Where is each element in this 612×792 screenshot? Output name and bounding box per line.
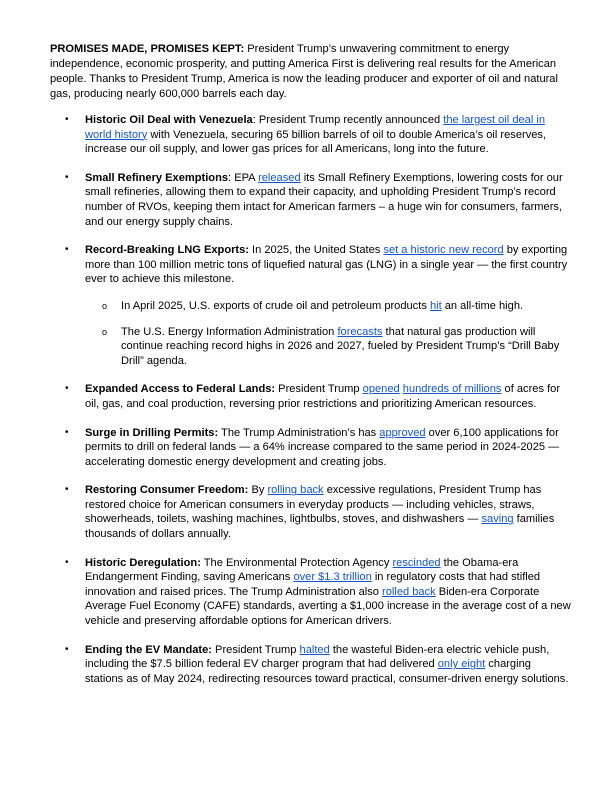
bullet-icon: •	[65, 426, 69, 438]
halted-link[interactable]: halted	[299, 643, 330, 656]
item-text: excessive regulations, President Trump has restored choice for American consumers in everyday products — including vehicles, straws, showerheads, toilets, washing machines, lightbulbs, stoves, and dishwashers —	[85, 484, 542, 526]
item-text: In April 2025, U.S. exports of crude oil and petroleum products	[121, 299, 430, 312]
item-text: over 6,100 applications for permits to drill on federal lands — a 64% increase compared to the same period in 2024-2025 — accelerating domestic energy development and creating jobs.	[85, 426, 560, 468]
item-text: the Obama-era Endangerment Finding, saving Americans	[85, 556, 519, 584]
forecasts-link[interactable]: forecasts	[337, 325, 383, 338]
released-link[interactable]: released	[258, 171, 301, 184]
accomplishments-list	[50, 113, 572, 700]
sub-item-exports	[85, 299, 572, 314]
list-item-lng	[50, 243, 572, 368]
sub-bullet-icon: o	[102, 300, 108, 311]
list-item-deregulation	[50, 556, 572, 629]
bullet-icon: •	[65, 171, 69, 183]
item-text: with Venezuela, securing 65 billion barrels of oil to double America’s oil reserves, increase our oil supply, and lower gas prices for all Americans, long into the future.	[85, 128, 547, 156]
item-text: The Environmental Protection Agency	[200, 556, 393, 569]
item-title: Ending the EV Mandate:	[85, 643, 212, 656]
rolled-back-link[interactable]: rolled back	[382, 585, 436, 598]
intro-text: President Trump’s unwavering commitment to energy independence, economic prosperity, and putting America First is delivering real results for the American people. Thanks to President Trump, America is now the leading producer and exporter of oil and natural gas, producing nearly 600,000 barrels each day.	[50, 43, 558, 100]
trillion-link[interactable]: over $1.3 trillion	[293, 571, 372, 584]
bullet-icon: •	[65, 484, 69, 496]
item-text: President Trump	[275, 383, 363, 396]
item-text: Biden-era Corporate Average Fuel Economy (CAFE) standards, averting a $1,000 increase in the average cost of a new vehicle and preserving affordable options for American drivers.	[85, 585, 571, 628]
saving-link[interactable]: saving	[481, 513, 514, 526]
item-text: families thousands of dollars annually.	[85, 513, 555, 541]
list-item-permits	[50, 426, 572, 470]
historic-record-link[interactable]: set a historic new record	[383, 244, 504, 257]
item-text: The U.S. Energy Information Administration	[121, 325, 338, 338]
item-title: Small Refinery Exemptions	[85, 171, 229, 184]
item-title: Restoring Consumer Freedom:	[85, 484, 249, 497]
approved-link[interactable]: approved	[379, 426, 426, 439]
rescinded-link[interactable]: rescinded	[392, 556, 441, 569]
rolling-back-link[interactable]: rolling back	[267, 484, 324, 497]
item-text: that natural gas production will continue reaching record highs in 2026 and 2027, fueled by President Trump’s “Drill Baby Drill” agenda.	[121, 325, 560, 367]
item-text: its Small Refinery Exemptions, lowering costs for our small refineries, allowing them to expand their capacity, and upholding President Trump’s record number of RVOs, keeping them intact for American farmers – a huge win for consumers, farmers, and our energy supply chains.	[85, 171, 563, 228]
item-title: Historic Deregulation:	[85, 556, 201, 569]
item-text: in regulatory costs that had stifled innovation and raised prices. The Trump Administration also	[85, 571, 541, 598]
item-title: Historic Oil Deal with Venezuela	[85, 114, 253, 126]
intro-paragraph	[50, 42, 570, 102]
item-text: : EPA	[228, 171, 259, 184]
only-eight-link[interactable]: only eight	[437, 658, 486, 671]
item-text: The Trump Administration’s has	[218, 426, 380, 439]
opened-link[interactable]: opened	[362, 383, 400, 396]
lng-sub-list	[85, 299, 572, 368]
list-item-venezuela	[50, 113, 572, 157]
list-item-ev-mandate	[50, 643, 572, 687]
item-text: the wasteful Biden-era electric vehicle push, including the $7.5 billion federal EV charger program that had delivered	[85, 643, 550, 671]
intro-heading: PROMISES MADE, PROMISES KEPT:	[50, 43, 245, 55]
item-text: In 2025, the United States	[248, 244, 384, 257]
oil-deal-link[interactable]: the largest oil deal in world history	[85, 114, 546, 141]
item-title: Record-Breaking LNG Exports:	[85, 244, 249, 257]
bullet-icon: •	[65, 114, 69, 125]
item-text: President Trump	[211, 643, 300, 656]
item-text: By	[248, 484, 268, 497]
bullet-icon: •	[65, 383, 69, 395]
list-item-federal-lands	[50, 382, 572, 411]
bullet-icon: •	[65, 643, 69, 655]
list-item-consumer-freedom	[50, 483, 572, 541]
sub-item-forecast	[85, 325, 572, 369]
hit-link[interactable]: hit	[429, 299, 442, 312]
list-item-refinery	[50, 171, 572, 229]
item-text: charging stations as of May 2024, redirecting resources toward practical, consumer-driven energy solutions.	[85, 658, 569, 685]
item-text: by exporting more than 100 million metric tons of liquefied natural gas (LNG) in a single year — the first country ever to achieve this milestone.	[85, 244, 568, 286]
bullet-icon: •	[65, 556, 69, 568]
item-text: an all-time high.	[441, 299, 524, 312]
bullet-icon: •	[65, 244, 69, 256]
item-text: of acres for oil, gas, and coal production, reversing prior restrictions and prioritizing American resources.	[85, 383, 561, 410]
item-text: : President Trump recently announced	[252, 114, 444, 126]
sub-bullet-icon: o	[102, 326, 108, 337]
hundreds-of-millions-link[interactable]: hundreds of millions	[402, 383, 502, 396]
item-title: Surge in Drilling Permits:	[85, 426, 219, 439]
item-title: Expanded Access to Federal Lands:	[85, 383, 276, 396]
